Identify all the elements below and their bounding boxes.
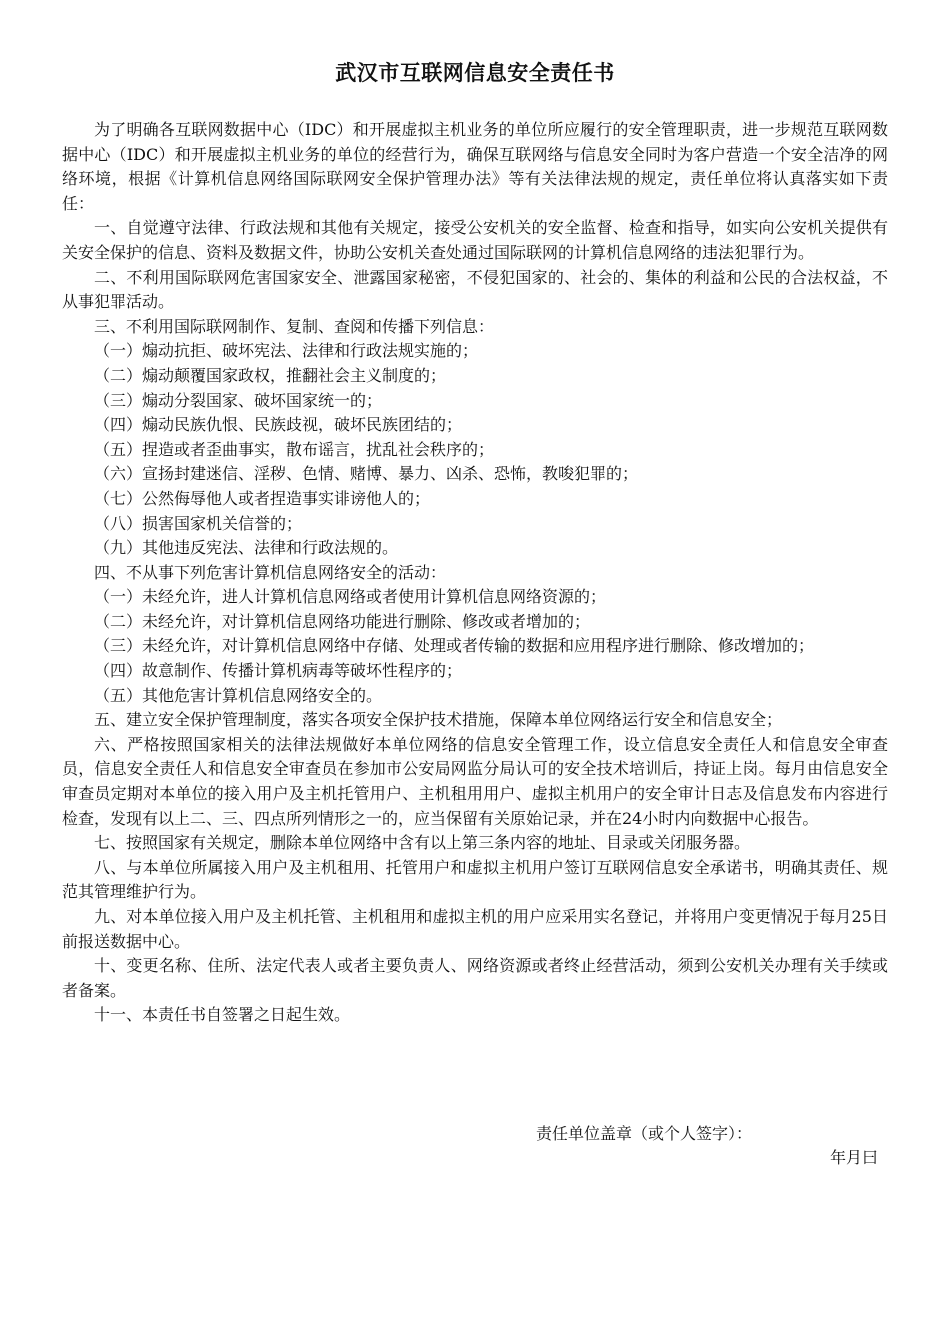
paragraph-4-item-1: （一）未经允许，进人计算机信息网络或者使用计算机信息网络资源的； <box>94 587 607 607</box>
paragraph-3-item-2: （二）煽动颠覆国家政权，推翻社会主义制度的； <box>94 365 447 385</box>
paragraph-7: 七、按照国家有关规定，删除本单位网络中含有以上第三条内容的地址、目录或关闭服务器。 <box>94 833 751 853</box>
paragraph-3-item-4: （四）煽动民族仇恨、民族歧视，破坏民族团结的； <box>94 415 463 435</box>
paragraph-2: 二、不利用国际联网危害国家安全、泄露国家秘密，不侵犯国家的、社会的、集体的利益和公民的合法权益，不从事犯罪活动。 <box>62 267 888 312</box>
document-body <box>62 118 888 1028</box>
paragraph-3-item-1: （一）煽动抗拒、破坏宪法、法律和行政法规实施的； <box>94 341 479 361</box>
paragraph-3: 三、不利用国际联网制作、复制、查阅和传播下列信息： <box>94 316 495 336</box>
paragraph-6: 六、严格按照国家相关的法律法规做好本单位网络的信息安全管理工作，设立信息安全责任人和信息安全审查员，信息安全责任人和信息安全审查员在参加市公安局网监分局认可的安全技术培训后，持证上岗。每月由信息安全审查员定期对本单位的接入用户及主机托管用户、主机租用用户、虚拟主机用户的安全审计日志及信息发布内容进行检查，发现有以上二、三、四点所列情形之一的，应当保留有关原始记录，并在24小时内向数据中心报告。 <box>62 734 888 828</box>
date-line: 年月曰 <box>829 1148 878 1167</box>
paragraph-3-item-5: （五）捏造或者歪曲事实，散布谣言，扰乱社会秩序的； <box>94 439 495 459</box>
paragraph-5: 五、建立安全保护管理制度，落实各项安全保护技术措施，保障本单位网络运行安全和信息安全； <box>94 710 783 730</box>
paragraph-4-item-2: （二）未经允许，对计算机信息网络功能进行删除、修改或者增加的； <box>94 611 591 631</box>
paragraph-3-item-7: （七）公然侮辱他人或者捏造事实诽谤他人的； <box>94 488 431 508</box>
paragraph-4: 四、不从事下列危害计算机信息网络安全的活动： <box>94 562 447 582</box>
paragraph-3-item-3: （三）煽动分裂国家、破坏国家统一的； <box>94 390 383 410</box>
paragraph-3-item-6: （六）宣扬封建迷信、淫秽、色情、赌博、暴力、凶杀、恐怖，教唆犯罪的； <box>94 464 639 484</box>
paragraph-intro: 为了明确各互联网数据中心（IDC）和开展虚拟主机业务的单位所应履行的安全管理职责，进一步规范互联网数据中心（IDC）和开展虚拟主机业务的单位的经营行为，确保互联网络与信息安全同时为客户营造一个安全洁净的网络环境，根据《计算机信息网络国际联网安全保护管理办法》等有关法律法规的规定，责任单位将认真落实如下责任： <box>62 120 888 213</box>
paragraph-9: 九、对本单位接入用户及主机托管、主机租用和虚拟主机的用户应采用实名登记，并将用户变更情况于每月25日前报送数据中心。 <box>62 907 888 951</box>
paragraph-10: 十、变更名称、住所、法定代表人或者主要负责人、网络资源或者终止经营活动，须到公安机关办理有关手续或者备案。 <box>62 956 888 1000</box>
document-page <box>62 58 888 1028</box>
paragraph-11: 十一、本责任书自签署之日起生效。 <box>94 1005 351 1025</box>
paragraph-1: 一、自觉遵守法律、行政法规和其他有关规定，接受公安机关的安全监督、检查和指导，如实向公安机关提供有关安全保护的信息、资料及数据文件，协助公安机关查处通过国际联网的计算机信息网络的违法犯罪行为。 <box>62 218 888 262</box>
paragraph-8: 八、与本单位所属接入用户及主机租用、托管用户和虚拟主机用户签订互联网信息安全承诺书，明确其责任、规范其管理维护行为。 <box>62 857 888 902</box>
paragraph-4-item-3: （三）未经允许，对计算机信息网络中存储、处理或者传输的数据和应用程序进行删除、修改增加的； <box>94 636 815 656</box>
document-title: 武汉市互联网信息安全责任书 <box>335 61 615 85</box>
paragraph-3-item-9: （九）其他违反宪法、法律和行政法规的。 <box>94 538 399 558</box>
paragraph-4-item-4: （四）故意制作、传播计算机病毒等破坏性程序的； <box>94 661 463 681</box>
paragraph-4-item-5: （五）其他危害计算机信息网络安全的。 <box>94 685 383 705</box>
signature-line: 责任单位盖章（或个人签字）： <box>536 1124 753 1143</box>
paragraph-3-item-8: （八）损害国家机关信誉的； <box>94 513 303 533</box>
